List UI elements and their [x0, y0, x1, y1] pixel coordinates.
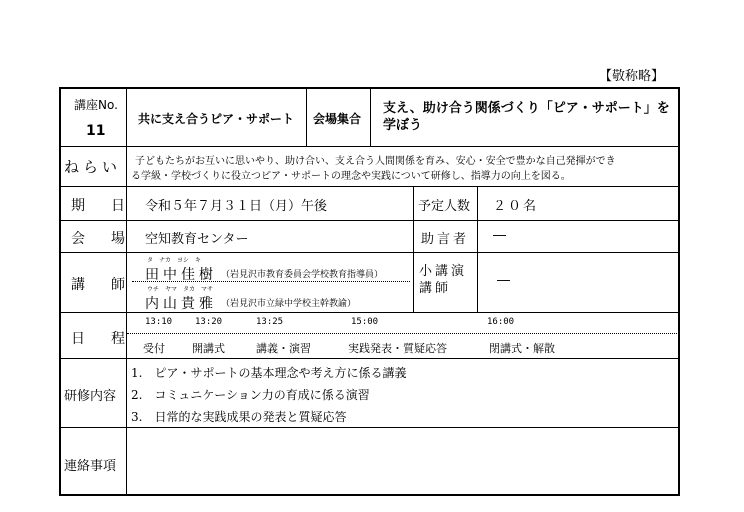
- aim-label: ねらい: [64, 158, 122, 176]
- schedule-item: 閉講式・解散: [489, 342, 555, 355]
- sub-lecture-value: ―: [497, 273, 510, 288]
- col-divider: [477, 186, 478, 312]
- schedule-time: 13:20: [195, 317, 223, 327]
- contents-item: 2. コミュニケーション力の育成に係る演習: [131, 388, 370, 402]
- schedule-item: 受付: [143, 342, 165, 355]
- schedule-item: 講義・演習: [256, 342, 311, 355]
- schedule-time: 13:10: [145, 317, 173, 327]
- lecturer-furigana: ウチ ヤマ タカ マサ: [147, 286, 214, 293]
- venue-label: 会 場: [71, 231, 131, 247]
- schedule-label: 日 程: [71, 331, 131, 347]
- capacity-value: ２０名: [493, 199, 539, 214]
- row-divider: [60, 186, 679, 187]
- honorific-note: 【敬称略】: [599, 69, 665, 84]
- lecturer-name: 田中佳樹: [145, 267, 217, 283]
- schedule-item: 実践発表・質疑応答: [348, 342, 447, 355]
- aim-text-line1: 子どもたちがお互いに思いやり、助け合い、支え合う人間関係を育み、安心・安全で豊かな自己発揮ができ: [135, 156, 616, 167]
- date-value: 令和５年７月３１日（月）午後: [145, 199, 328, 214]
- lecturer-label: 講 師: [71, 277, 131, 293]
- schedule-divider: [127, 333, 679, 334]
- col-divider: [306, 88, 307, 146]
- course-title: 共に支え合うピア・サポート: [138, 112, 295, 126]
- schedule-item: 開講式: [192, 342, 225, 355]
- advisor-label: 助言者: [421, 232, 470, 247]
- course-theme: 支え、助け合う関係づくり「ピア・サポート」を学ぼう: [383, 101, 670, 133]
- lecturer-affiliation: （岩見沢市立緑中学校主幹教諭）: [221, 299, 357, 309]
- lecturer-furigana: タ ナカ ヨシ キ: [147, 257, 201, 264]
- venue-value: 空知教育センター: [145, 232, 249, 247]
- lecturer-affiliation: （岩見沢市教育委員会学校教育指導員）: [221, 270, 384, 280]
- sub-lecture-label: 小講演講師: [419, 264, 468, 296]
- schedule-time: 16:00: [487, 317, 515, 327]
- course-number: 11: [86, 123, 106, 139]
- contents-item: 1. ピア・サポートの基本理念や考え方に係る講義: [131, 366, 407, 380]
- capacity-label: 予定人数: [418, 199, 471, 214]
- lecturer-name: 内山貴雅: [145, 296, 217, 312]
- advisor-value: ―: [493, 228, 506, 243]
- row-divider: [60, 358, 679, 359]
- schedule-time: 15:00: [351, 317, 379, 327]
- row-divider: [60, 427, 679, 428]
- date-label: 期 日: [71, 198, 131, 214]
- contact-label: 連絡事項: [64, 459, 117, 474]
- contact-text: [134, 436, 674, 492]
- schedule-time: 13:25: [256, 317, 284, 327]
- course-format: 会場集合: [313, 112, 362, 126]
- aim-text-line2: る学級・学校づくりに役立つピア・サポートの理念や実践について研修し、指導力の向上を図る。: [131, 171, 571, 182]
- contents-item: 3. 日常的な実践成果の発表と質疑応答: [131, 410, 347, 424]
- row-divider: [60, 220, 679, 221]
- contents-label: 研修内容: [64, 389, 117, 404]
- col-divider: [413, 186, 414, 312]
- course-number-label: 講座No.: [74, 98, 118, 112]
- row-divider: [60, 252, 679, 253]
- row-divider: [60, 146, 679, 147]
- col-divider: [370, 88, 371, 146]
